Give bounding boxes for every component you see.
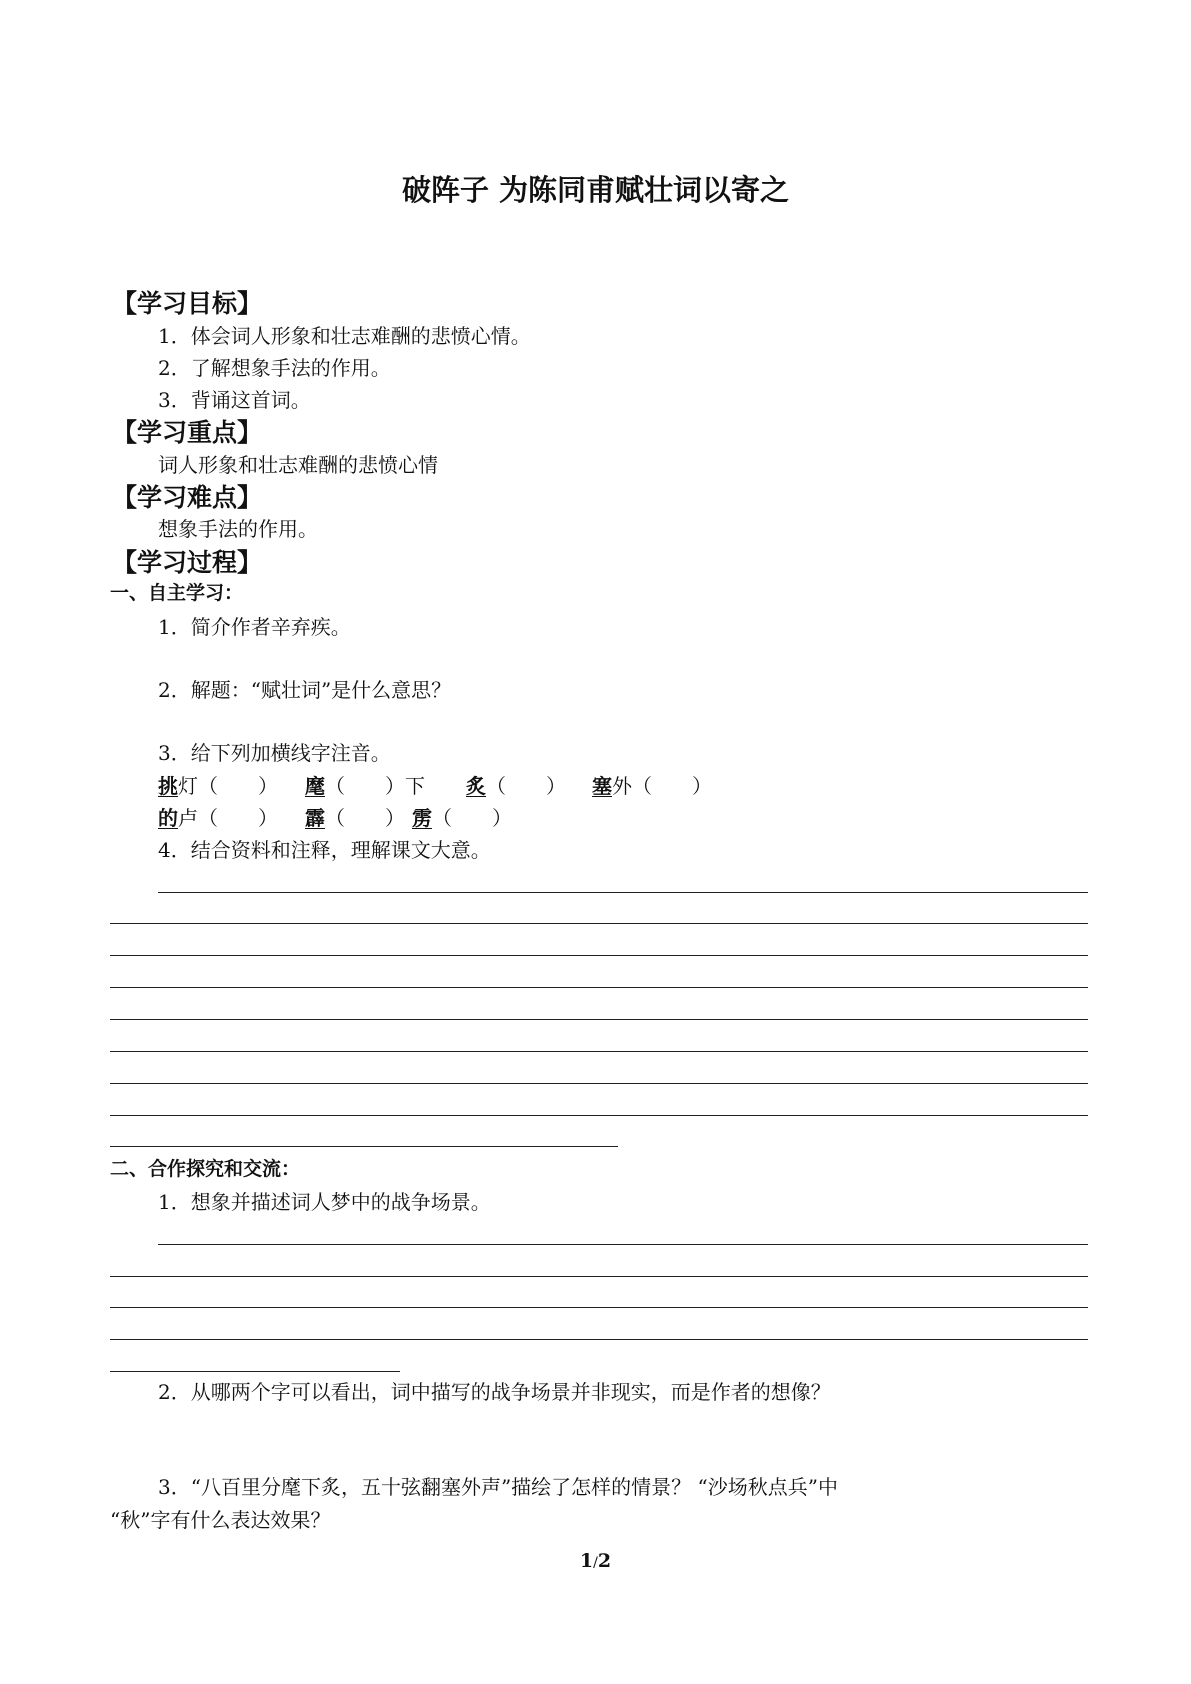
answer-line — [110, 1146, 618, 1147]
answer-line — [110, 1051, 1088, 1052]
part2-question-2: 2．从哪两个字可以看出，词中描写的战争场景并非现实，而是作者的想像？ — [158, 1380, 831, 1404]
difficulty-text: 想象手法的作用。 — [158, 517, 318, 541]
answer-line — [110, 1083, 1088, 1084]
pinyin-item — [305, 776, 425, 796]
underlined-char: 挑 — [158, 774, 178, 798]
part1-question-2: 2．解题：“赋壮词”是什么意思？ — [158, 678, 452, 702]
goal-item: 1．体会词人形象和壮志难酬的悲愤心情。 — [158, 324, 531, 348]
pinyin-item — [305, 808, 405, 828]
goal-item: 3．背诵这首词。 — [158, 388, 311, 412]
part1-question-3: 3．给下列加横线字注音。 — [158, 741, 391, 765]
pinyin-blank: （ ） — [486, 774, 566, 798]
answer-line — [110, 1339, 1088, 1340]
pinyin-blank: （ ） — [325, 806, 405, 830]
underlined-char: 的 — [158, 806, 178, 830]
current-page: 1 — [579, 1550, 594, 1572]
focus-text: 词人形象和壮志难酬的悲愤心情 — [158, 453, 438, 477]
pinyin-item — [158, 808, 278, 828]
answer-line — [110, 923, 1088, 924]
underlined-char: 雳 — [412, 806, 432, 830]
pinyin-blank: （ ） — [432, 806, 512, 830]
part2-question-3-cont: “秋”字有什么表达效果？ — [110, 1508, 331, 1532]
focus-header: 【学习重点】 — [112, 418, 263, 447]
goal-item: 2．了解想象手法的作用。 — [158, 356, 391, 380]
answer-line — [110, 987, 1088, 988]
underlined-char: 炙 — [466, 774, 486, 798]
part2-question-3: 3．“八百里分麾下炙，五十弦翻塞外声”描绘了怎样的情景？ “沙场秋点兵”中 — [158, 1475, 838, 1499]
underlined-char: 霹 — [305, 806, 325, 830]
answer-line — [110, 1371, 400, 1372]
page-title: 破阵子 为陈同甫赋壮词以寄之 — [401, 173, 790, 207]
answer-line — [110, 1019, 1088, 1020]
answer-line — [110, 955, 1088, 956]
part2-question-1: 1．想象并描述词人梦中的战争场景。 — [158, 1190, 491, 1214]
answer-line — [110, 1276, 1088, 1277]
underlined-char: 麾 — [305, 774, 325, 798]
part1-heading: 一、自主学习： — [110, 582, 244, 604]
underlined-char: 塞 — [592, 774, 612, 798]
pinyin-blank: 卢（ ） — [178, 806, 278, 830]
difficulty-header: 【学习难点】 — [112, 483, 263, 512]
part2-heading: 二、合作探究和交流： — [110, 1158, 301, 1180]
answer-line — [158, 892, 1088, 893]
page-separator: / — [593, 1555, 598, 1571]
pinyin-item — [412, 808, 512, 828]
pinyin-item — [158, 776, 278, 796]
part1-question-4: 4．结合资料和注释，理解课文大意。 — [158, 838, 491, 862]
total-pages: 2 — [597, 1550, 612, 1572]
goals-header: 【学习目标】 — [112, 289, 263, 318]
page-number — [0, 1552, 1191, 1571]
pinyin-item — [592, 776, 712, 796]
pinyin-item — [466, 776, 566, 796]
process-header: 【学习过程】 — [112, 548, 263, 577]
pinyin-blank: （ ）下 — [325, 774, 425, 798]
part1-question-1: 1．简介作者辛弃疾。 — [158, 615, 351, 639]
pinyin-blank: 外（ ） — [612, 774, 712, 798]
answer-line — [158, 1244, 1088, 1245]
pinyin-blank: 灯（ ） — [178, 774, 278, 798]
answer-line — [110, 1115, 1088, 1116]
answer-line — [110, 1307, 1088, 1308]
